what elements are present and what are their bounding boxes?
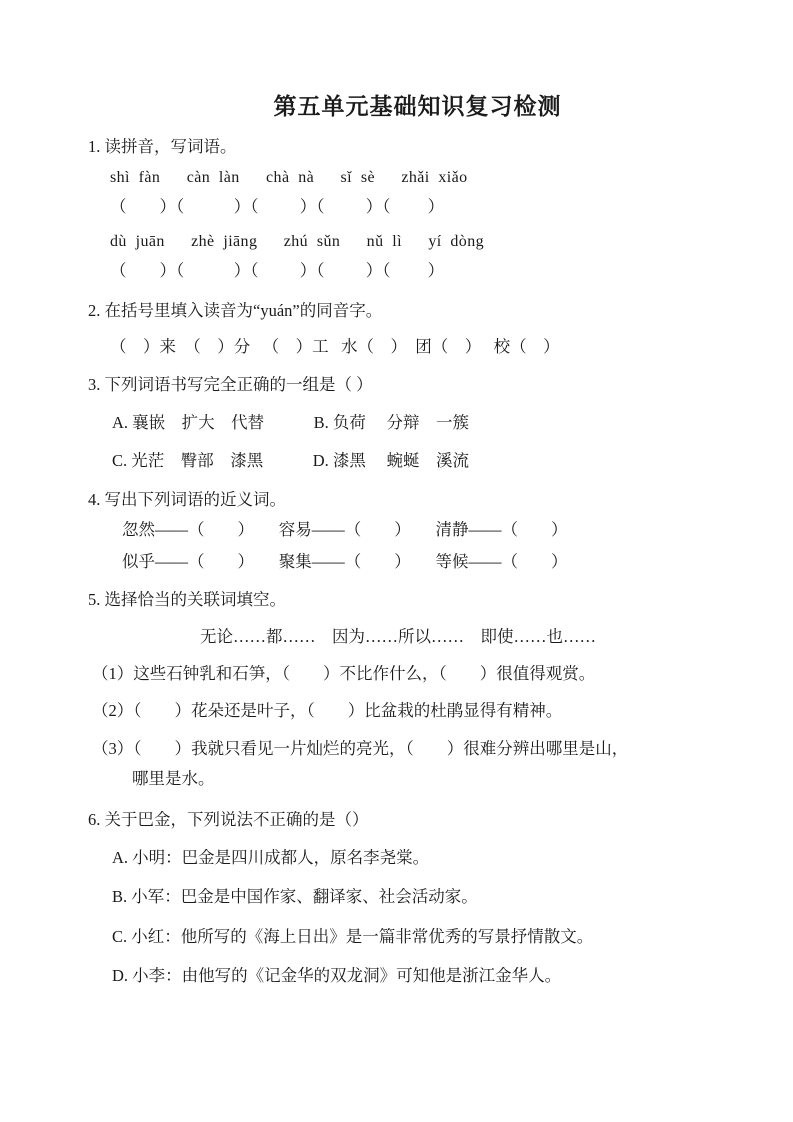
- question-2-blanks[interactable]: （ ）来 （ ）分 （ ）工 水（ ） 团（ ） 校（ ）: [110, 336, 560, 356]
- question-3-options-row-2[interactable]: C. 光茫 臀部 漆黑 D. 漆黑 蜿蜒 溪流: [112, 451, 470, 471]
- question-5-stem: 5. 选择恰当的关联词填空。: [88, 589, 286, 609]
- page-title: 第五单元基础知识复习检测: [273, 94, 562, 119]
- question-6-option-d[interactable]: D. 小李：由他写的《记金华的双龙洞》可知他是浙江金华人。: [112, 966, 562, 986]
- question-1: [0, 134, 793, 160]
- question-4-row-1[interactable]: 忽然——（ ） 容易——（ ） 清静——（ ）: [122, 520, 568, 540]
- question-1-pinyin-row-1: shì fàn càn làn chà nà sǐ sè zhǎi xiǎo: [110, 169, 468, 187]
- question-1-stem: 1. 读拼音，写词语。: [88, 136, 237, 156]
- question-6: [0, 807, 793, 833]
- question-5: [0, 587, 793, 613]
- question-6-option-b[interactable]: B. 小军：巴金是中国作家、翻译家、社会活动家。: [112, 887, 478, 907]
- question-6-stem[interactable]: 6. 关于巴金，下列说法不正确的是（）: [88, 809, 369, 829]
- question-2: [0, 298, 793, 324]
- question-6-option-c[interactable]: C. 小红：他所写的《海上日出》是一篇非常优秀的写景抒情散文。: [112, 926, 594, 946]
- question-5-item-2[interactable]: （2）（ ）花朵还是叶子，（ ）比盆栽的杜鹃显得有精神。: [92, 701, 563, 721]
- question-1-pinyin-row-2: dù juān zhè jiāng zhú sǔn nǔ lì yí dòng: [110, 232, 485, 250]
- question-5-item-3-continuation: 哪里是水。: [132, 769, 215, 789]
- question-3-stem[interactable]: 3. 下列词语书写完全正确的一组是（ ）: [88, 375, 373, 395]
- question-5-item-1[interactable]: （1）这些石钟乳和石笋，（ ）不比作什么，（ ）很值得观赏。: [92, 663, 596, 683]
- question-4-stem: 4. 写出下列词语的近义词。: [88, 489, 286, 509]
- question-3: [0, 372, 793, 398]
- question-3-options-row-1[interactable]: A. 襄嵌 扩大 代替 B. 负荷 分辩 一簇: [112, 412, 470, 432]
- question-1-blanks-row-1[interactable]: （ ）（ ）（ ）（ ）（ ）: [110, 197, 445, 217]
- question-2-stem: 2. 在括号里填入读音为“yuán”的同音字。: [88, 301, 383, 321]
- question-5-conjunction-bank: 无论……都…… 因为……所以…… 即使……也……: [200, 626, 596, 646]
- question-6-option-a[interactable]: A. 小明：巴金是四川成都人，原名李尧棠。: [112, 848, 430, 868]
- question-4-row-2[interactable]: 似乎——（ ） 聚集——（ ） 等候——（ ）: [122, 551, 568, 571]
- question-5-item-3[interactable]: （3）（ ）我就只看见一片灿烂的亮光，（ ）很难分辨出哪里是山，: [92, 738, 629, 758]
- question-4: [0, 487, 793, 513]
- question-1-blanks-row-2[interactable]: （ ）（ ）（ ）（ ）（ ）: [110, 260, 445, 280]
